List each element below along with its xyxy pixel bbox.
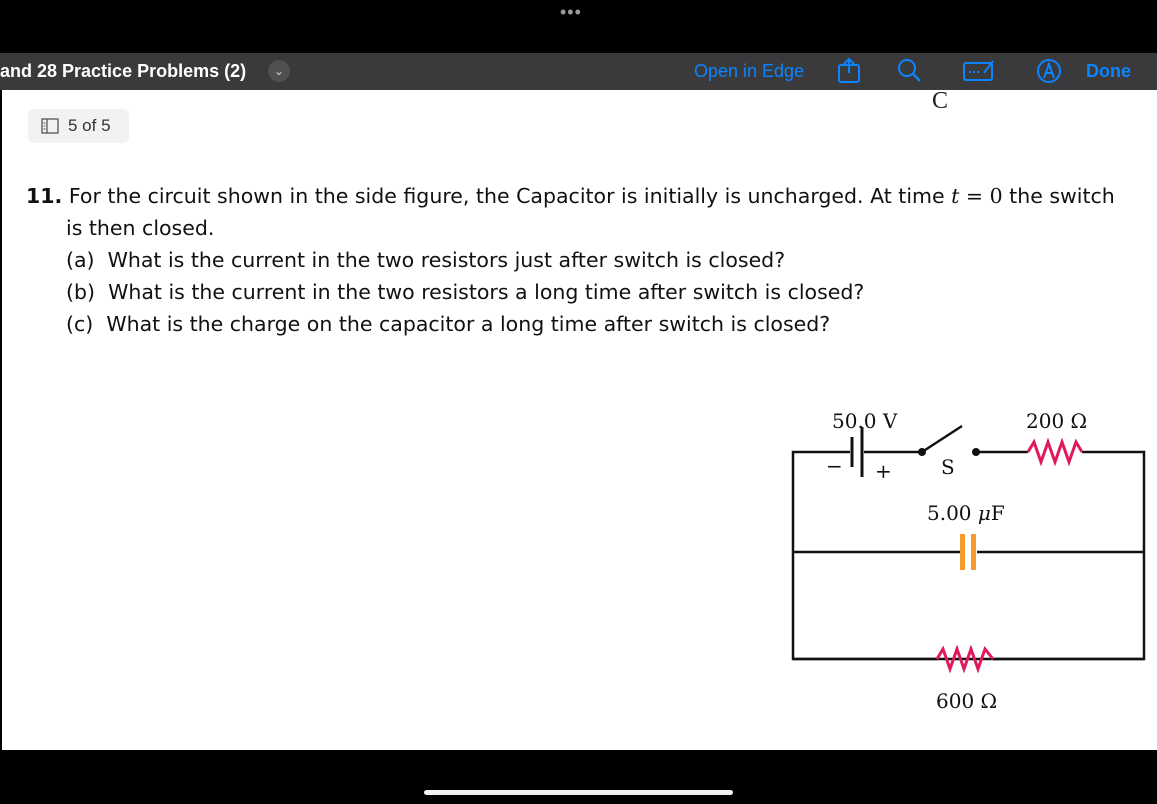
part-label: (b) bbox=[66, 280, 96, 304]
markup-icon[interactable] bbox=[1034, 57, 1064, 85]
search-icon[interactable] bbox=[894, 57, 924, 85]
resistor-top-label: 200 Ω bbox=[1026, 409, 1088, 433]
page-indicator-text: 5 of 5 bbox=[68, 116, 111, 135]
capacitor-unit-mu: μ bbox=[977, 501, 991, 525]
multitask-dots[interactable]: ••• bbox=[560, 2, 582, 22]
cropped-label: C bbox=[932, 90, 949, 114]
battery-plus: + bbox=[875, 459, 892, 483]
page-thumbnail-icon bbox=[41, 118, 59, 134]
capacitor-symbol bbox=[960, 534, 976, 570]
part-text: What is the current in the two resistors a long time after switch is closed? bbox=[108, 280, 865, 304]
part-a bbox=[26, 244, 1157, 276]
annotate-icon[interactable] bbox=[962, 57, 996, 85]
capacitor-unit-f: F bbox=[990, 501, 1005, 525]
resistor-bottom-label: 600 Ω bbox=[936, 689, 998, 713]
problem-stem-text: For the circuit shown in the side figure, the Capacitor is initially is uncharged. At time bbox=[68, 184, 952, 208]
battery-label: 50.0 V bbox=[832, 409, 898, 433]
part-label: (a) bbox=[66, 248, 95, 272]
problem-number: 11. bbox=[26, 184, 63, 208]
battery-symbol bbox=[852, 427, 862, 477]
problem-stem-text-end: the switch bbox=[1002, 184, 1115, 208]
part-b bbox=[26, 276, 1157, 308]
document-title[interactable]: and 28 Practice Problems (2) bbox=[0, 61, 247, 81]
status-area bbox=[0, 0, 1157, 53]
math-t: t bbox=[951, 184, 960, 208]
problem-stem-line-2: is then closed. bbox=[66, 216, 215, 240]
problem-11 bbox=[26, 180, 1157, 340]
part-label: (c) bbox=[66, 312, 94, 336]
part-text: What is the current in the two resistors just after switch is closed? bbox=[107, 248, 786, 272]
page-indicator[interactable] bbox=[28, 109, 129, 143]
part-text: What is the charge on the capacitor a long time after switch is closed? bbox=[106, 312, 831, 336]
home-indicator[interactable] bbox=[424, 790, 733, 795]
capacitor-value: 5.00 bbox=[927, 501, 978, 525]
resistor-200 bbox=[1028, 442, 1082, 462]
math-eq: = 0 bbox=[959, 184, 1003, 208]
switch-symbol[interactable] bbox=[918, 426, 980, 456]
part-c bbox=[26, 308, 1157, 340]
capacitor-label bbox=[927, 501, 1005, 525]
share-icon[interactable] bbox=[834, 57, 864, 85]
done-button[interactable]: Done bbox=[1086, 61, 1131, 81]
switch-label: S bbox=[941, 455, 955, 479]
open-in-edge-button[interactable]: Open in Edge bbox=[694, 61, 805, 81]
toolbar bbox=[0, 53, 1157, 90]
document-page bbox=[2, 90, 1157, 750]
circuit-diagram bbox=[782, 395, 1157, 725]
chevron-down-icon[interactable]: ⌄ bbox=[268, 60, 290, 82]
circuit-wires bbox=[793, 452, 1144, 659]
battery-minus: − bbox=[826, 454, 843, 478]
problem-stem-line-1 bbox=[26, 180, 1157, 212]
